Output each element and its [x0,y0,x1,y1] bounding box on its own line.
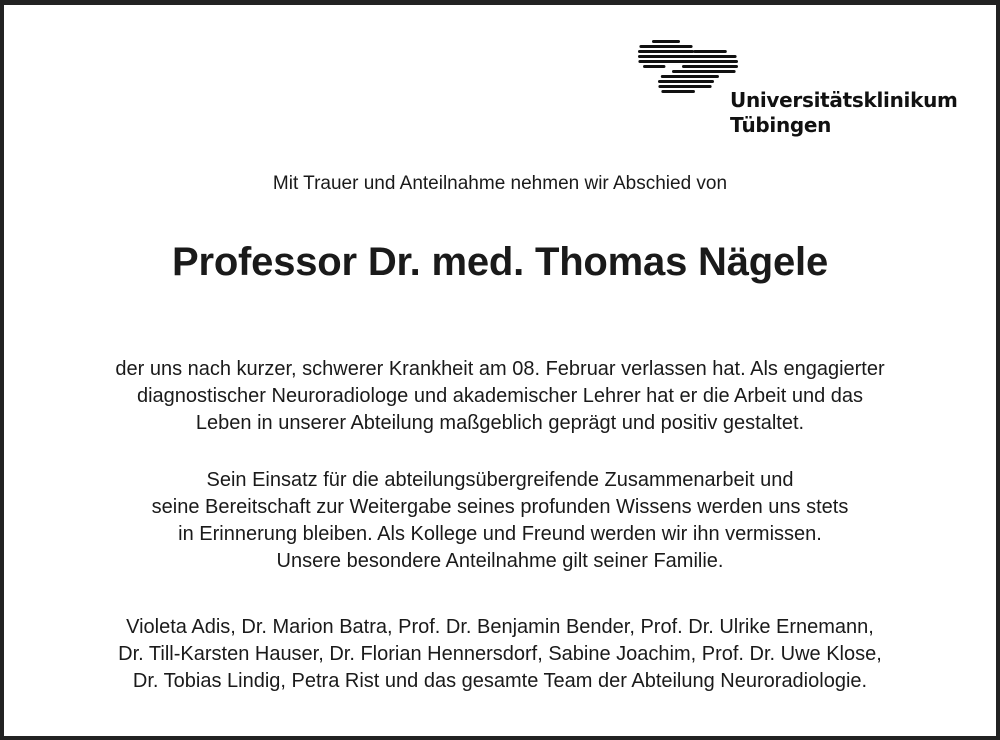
text-line: Unsere besondere Anteilnahme gilt seiner Familie. [276,550,724,572]
logo-stripe [693,50,727,53]
logo-stripe [658,80,714,83]
text-line: in Erinnerung bleiben. Als Kollege und Freund werden wir ihn vermissen. [178,523,822,545]
signature-line: Violeta Adis, Dr. Marion Batra, Prof. Dr. Benjamin Bender, Prof. Dr. Ulrike Ernemann, [126,616,874,638]
signature-line: Dr. Tobias Lindig, Petra Rist und das gesamte Team der Abteilung Neuroradiologie. [132,670,868,692]
logo-stripe [672,70,700,73]
paragraph-tribute [0,356,1000,437]
institution-name [730,88,958,138]
university-logo-icon [636,38,740,96]
logo-stripe [661,75,711,78]
text-line: diagnostischer Neuroradiologe und akademischer Lehrer hat er die Arbeit und das [136,385,863,407]
logo-stripe [643,65,665,68]
text-line: seine Bereitschaft zur Weitergabe seines profunden Wissens werden uns stets [151,496,849,518]
text-line: der uns nach kurzer, schwerer Krankheit am 08. Februar verlassen hat. Als engagierter [115,358,885,380]
deceased-name: Professor Dr. med. Thomas Nägele [171,240,829,284]
logo-stripe [638,50,694,53]
logo-stripe [639,45,692,48]
institution-name-line1: Universitätsklinikum [730,88,958,112]
signatures [0,614,1000,695]
text-line: Leben in unserer Abteilung maßgeblich geprägt und positiv gestaltet. [195,412,805,434]
institution-name-line2: Tübingen [730,113,832,137]
logo-stripe [683,55,736,58]
logo-stripe [682,60,738,63]
signature-line: Dr. Till-Karsten Hauser, Dr. Florian Hennersdorf, Sabine Joachim, Prof. Dr. Uwe Klose, [118,643,882,665]
logo-stripe [658,85,711,88]
logo-stripe [661,90,695,93]
text-line: Sein Einsatz für die abteilungsübergreifende Zusammenarbeit und [206,469,794,491]
intro-text: Mit Trauer und Anteilnahme nehmen wir Abschied von [272,173,728,194]
logo-stripe [652,40,680,43]
paragraph-remembrance [0,467,1000,575]
logo-stripe [682,65,738,68]
